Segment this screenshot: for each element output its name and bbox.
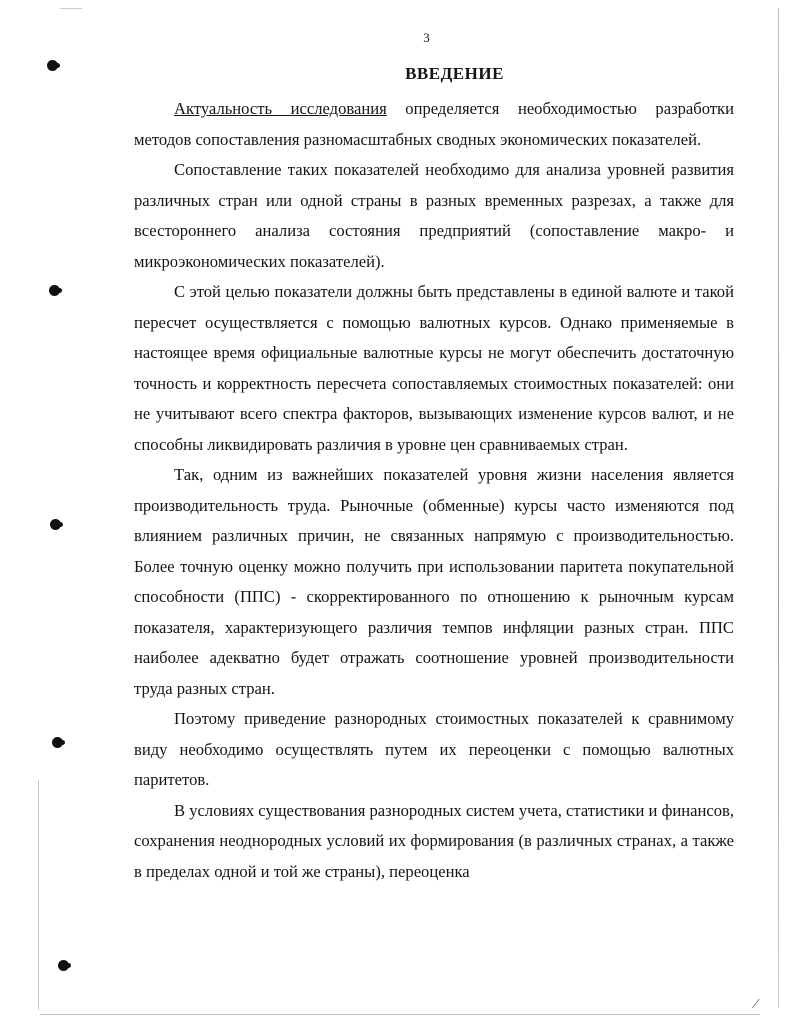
paragraph-1-text: определяется необходимостью разработки методов сопоставления разномасштабных сводных экономических показателей.	[134, 99, 734, 149]
punch-hole-4	[52, 737, 63, 748]
punch-hole-2	[49, 285, 60, 296]
corner-mark: ⁄	[754, 997, 757, 1012]
paragraph-2: Сопоставление таких показателей необходимо для анализа уровней развития различных стран или одной страны в разных временных разрезах, а также для всестороннего анализа состояния предприятий (сопоставление макро- и микроэкономических показателей).	[134, 160, 734, 271]
paragraph-6: В условиях существования разнородных систем учета, статистики и финансов, сохранения неоднородных условий их формирования (в различных странах, а также в пределах одной и той же страны), переоценка	[134, 800, 734, 881]
scan-artifact-top	[60, 8, 82, 9]
punch-hole-5	[58, 960, 69, 971]
paragraph-5: Поэтому приведение разнородных стоимостных показателей к сравнимому виду необходимо осуществлять путем их переоценки с помощью валютных паритетов.	[134, 709, 734, 789]
scan-edge-bottom	[40, 1014, 760, 1015]
punch-hole-3	[50, 519, 61, 530]
scan-edge-right	[778, 8, 779, 1008]
paragraph-1	[134, 94, 734, 155]
page-title: ВВЕДЕНИЕ	[405, 64, 504, 83]
paragraph-4: Так, одним из важнейших показателей уровня жизни населения является производительность труда. Рыночные (обменные) курсы часто изменяются под влиянием различных причин, не связанных напрямую с производительностью. Более точную оценку можно получить при использовании паритета покупательной способности (ППС) - скорректированного по отношению к рыночным курсам показателя, характеризующего различия темпов инфляции разных стран. ППС наиболее адекватно будет отражать соотношение уровней производительности труда разных стран.	[134, 465, 734, 698]
scan-edge-left	[38, 780, 39, 1010]
paragraph-3: С этой целью показатели должны быть представлены в единой валюте и такой пересчет осуществляется с помощью валютных курсов. Однако применяемые в настоящее время официальные валютные курсы не могут обеспечить достаточную точность и корректность пересчета сопоставляемых стоимостных показателей: они не учитывают всего спектра факторов, вызывающих изменение курсов валют, и не способны ликвидировать различия в уровне цен сравниваемых стран.	[134, 282, 734, 454]
page-number: 3	[423, 30, 430, 45]
relevance-heading: Актуальность исследования	[174, 99, 387, 118]
document-body	[134, 94, 734, 887]
